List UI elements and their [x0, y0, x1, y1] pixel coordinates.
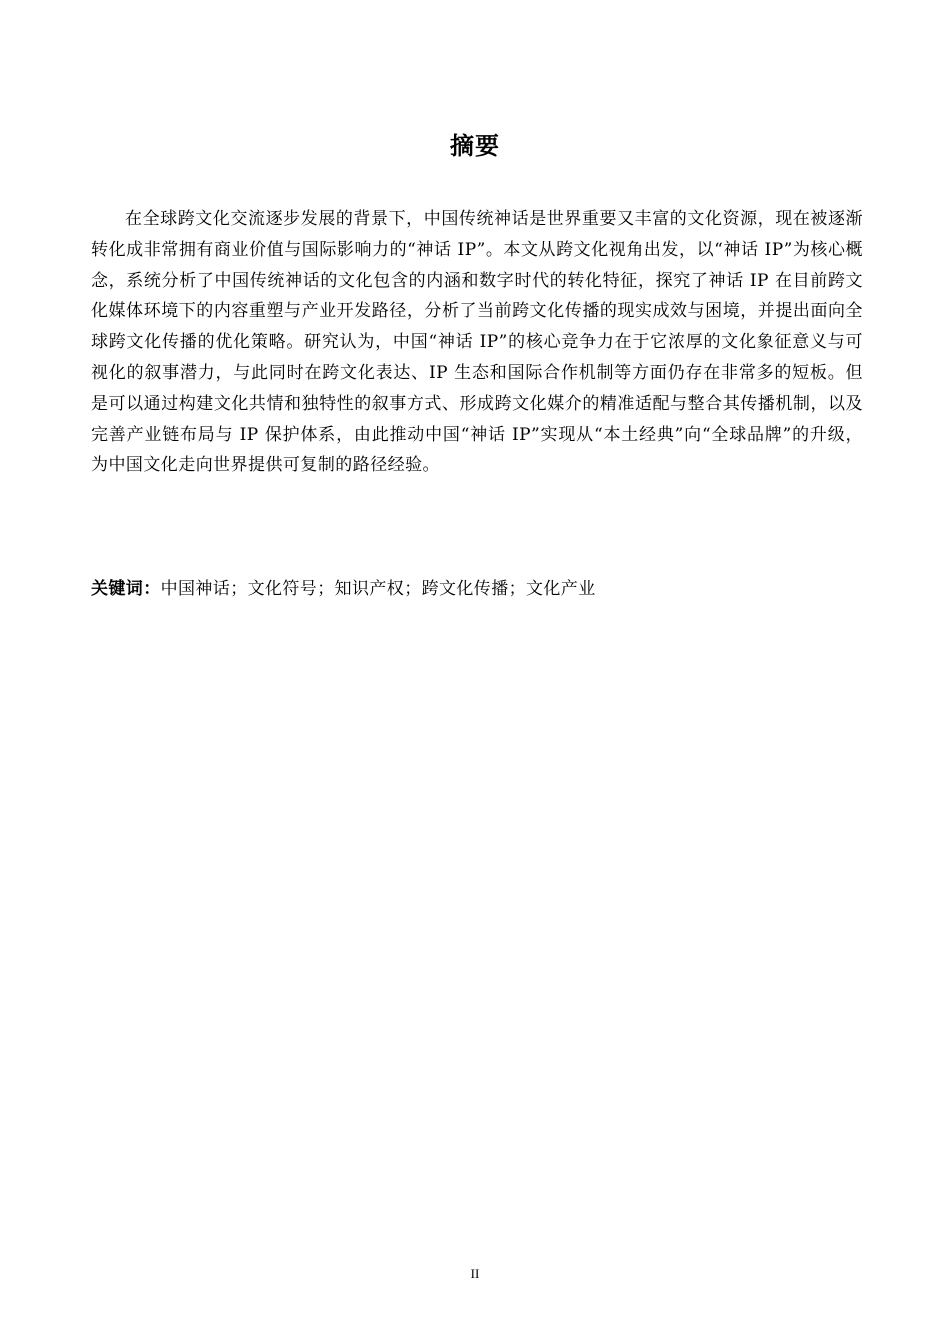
page-number: II	[470, 1266, 480, 1281]
abstract-body: 在全球跨文化交流逐步发展的背景下，中国传统神话是世界重要又丰富的文化资源，现在被逐渐转化成非常拥有商业价值与国际影响力的“神话 IP”。本文从跨文化视角出发，以“神话 IP”为核心概念，系统分析了中国传统神话的文化包含的内涵和数字时代的转化特征，探究了神话 IP 在目前跨文化媒体环境下的内容重塑与产业开发路径，分析了当前跨文化传播的现实成效与困境，并提出面向全球跨文化传播的优化策略。研究认为，中国“神话 IP”的核心竞争力在于它浓厚的文化象征意义与可视化的叙事潜力，与此同时在跨文化表达、IP 生态和国际合作机制等方面仍存在非常多的短板。但是可以通过构建文化共情和独特性的叙事方式、形成跨文化媒介的精准适配与整合其传播机制，以及完善产业链布局与 IP 保护体系，由此推动中国“神话 IP”实现从“本土经典”向“全球品牌”的升级，为中国文化走向世界提供可复制的路径经验。	[91, 209, 863, 476]
keywords-line	[91, 575, 863, 603]
abstract-heading: 摘要	[450, 132, 500, 160]
keywords-label: 关键词：	[91, 579, 161, 599]
keywords-list: 中国神话；文化符号；知识产权；跨文化传播；文化产业	[160, 579, 596, 599]
